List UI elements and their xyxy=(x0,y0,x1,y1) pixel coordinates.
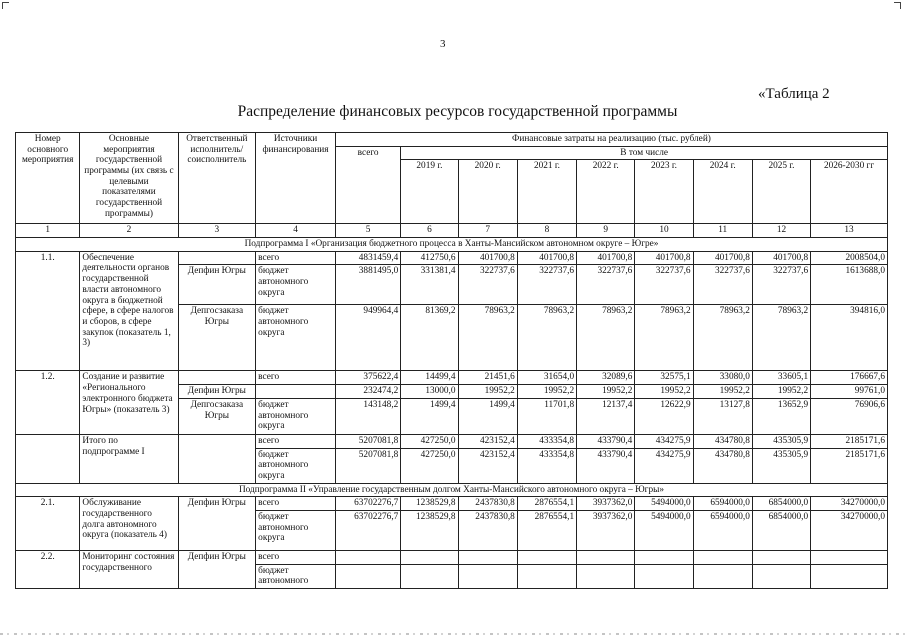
value-cell: 232474,2 xyxy=(335,385,400,399)
column-number: 6 xyxy=(401,224,458,238)
activity-name: Обеспечение деятельности органов государственной власти автономного округа в бюджетной сфере, в сфере налогов и сборов, в сфере закупок (показатель 1, 3) xyxy=(80,251,178,371)
column-number: 10 xyxy=(635,224,693,238)
value-cell: 63702276,7 xyxy=(335,497,400,511)
executor-cell xyxy=(178,251,256,265)
value-cell: 78963,2 xyxy=(458,305,517,371)
executor-cell: Депфин Югры xyxy=(178,497,256,551)
scan-edge xyxy=(0,633,905,635)
value-cell: 6594000,0 xyxy=(693,510,752,550)
value-cell: 1238529,8 xyxy=(401,510,458,550)
executor-cell: Депфин Югры xyxy=(178,265,256,305)
column-number: 9 xyxy=(577,224,635,238)
value-cell xyxy=(635,564,693,588)
value-cell: 14499,4 xyxy=(401,371,458,385)
page-number: 3 xyxy=(440,38,446,50)
page-corner-mark xyxy=(2,2,9,9)
value-cell: 427250,0 xyxy=(401,434,458,448)
value-cell xyxy=(752,550,810,564)
column-numbers-row xyxy=(16,224,888,238)
value-cell: 401700,8 xyxy=(577,251,635,265)
value-cell: 2185171,6 xyxy=(811,448,888,483)
value-cell xyxy=(635,550,693,564)
header-activities: Основные мероприятия государственной программы (их связь с целевыми показателями государственной программы) xyxy=(80,133,178,224)
value-cell xyxy=(517,550,576,564)
value-cell: 3937362,0 xyxy=(577,497,635,511)
value-cell: 12622,9 xyxy=(635,398,693,434)
header-year: 2023 г. xyxy=(635,160,693,224)
total-label: Итого по подпрограмме I xyxy=(80,434,178,483)
value-cell: 32089,6 xyxy=(577,371,635,385)
header-year: 2020 г. xyxy=(458,160,517,224)
value-cell: 4831459,4 xyxy=(335,251,400,265)
value-cell: 435305,9 xyxy=(752,448,810,483)
column-number: 1 xyxy=(16,224,80,238)
activity-number: 2.1. xyxy=(16,497,80,551)
value-cell: 322737,6 xyxy=(517,265,576,305)
value-cell: 6854000,0 xyxy=(752,510,810,550)
table-row xyxy=(16,371,888,385)
column-number: 8 xyxy=(517,224,576,238)
value-cell: 34270000,0 xyxy=(811,510,888,550)
subprogram-title: Подпрограмма I «Организация бюджетного процесса в Ханты-Мансийском автономном округе – Югре» xyxy=(16,238,888,252)
value-cell: 1238529,8 xyxy=(401,497,458,511)
value-cell: 11701,8 xyxy=(517,398,576,434)
value-cell: 401700,8 xyxy=(752,251,810,265)
value-cell xyxy=(517,564,576,588)
value-cell: 33080,0 xyxy=(693,371,752,385)
value-cell xyxy=(577,564,635,588)
value-cell: 81369,2 xyxy=(401,305,458,371)
value-cell: 19952,2 xyxy=(517,385,576,399)
table-row xyxy=(16,434,888,448)
source-cell: бюджет автономного округа xyxy=(256,398,336,434)
value-cell: 6594000,0 xyxy=(693,497,752,511)
value-cell: 322737,6 xyxy=(752,265,810,305)
empty-cell xyxy=(16,434,80,483)
header-year: 2025 г. xyxy=(752,160,810,224)
executor-cell xyxy=(178,371,256,385)
value-cell: 1499,4 xyxy=(458,398,517,434)
value-cell: 2437830,8 xyxy=(458,510,517,550)
value-cell xyxy=(458,550,517,564)
value-cell: 13127,8 xyxy=(693,398,752,434)
value-cell: 434275,9 xyxy=(635,448,693,483)
value-cell: 3881495,0 xyxy=(335,265,400,305)
value-cell: 3937362,0 xyxy=(577,510,635,550)
source-cell: всего xyxy=(256,497,336,511)
table-row xyxy=(16,251,888,265)
source-cell: бюджет автономного округа xyxy=(256,448,336,483)
header-financial: Финансовые затраты на реализацию (тыс. рублей) xyxy=(335,133,887,147)
table-label: «Таблица 2 xyxy=(758,86,830,102)
value-cell: 6854000,0 xyxy=(752,497,810,511)
executor-cell: Депфин Югры xyxy=(178,550,256,588)
value-cell: 401700,8 xyxy=(693,251,752,265)
value-cell xyxy=(335,550,400,564)
column-number: 11 xyxy=(693,224,752,238)
header-year: 2021 г. xyxy=(517,160,576,224)
value-cell: 331381,4 xyxy=(401,265,458,305)
value-cell: 76906,6 xyxy=(811,398,888,434)
activity-name: Мониторинг состояния государственного xyxy=(80,550,178,588)
subprogram-row xyxy=(16,483,888,497)
financial-table xyxy=(15,132,888,589)
value-cell xyxy=(811,564,888,588)
header-including: В том числе xyxy=(401,146,888,160)
table-row xyxy=(16,550,888,564)
value-cell: 434780,8 xyxy=(693,448,752,483)
column-number: 3 xyxy=(178,224,256,238)
subprogram-row xyxy=(16,238,888,252)
value-cell: 949964,4 xyxy=(335,305,400,371)
value-cell: 2008504,0 xyxy=(811,251,888,265)
value-cell: 32575,1 xyxy=(635,371,693,385)
column-number: 7 xyxy=(458,224,517,238)
value-cell xyxy=(335,564,400,588)
value-cell xyxy=(401,564,458,588)
activity-name: Обслуживание государственного долга автономного округа (показатель 4) xyxy=(80,497,178,551)
value-cell: 435305,9 xyxy=(752,434,810,448)
value-cell: 13000,0 xyxy=(401,385,458,399)
activity-name: Создание и развитие «Регионального электронного бюджета Югры» (показатель 3) xyxy=(80,371,178,434)
subprogram-title: Подпрограмма II «Управление государственным долгом Ханты-Мансийского автономного округа – Югры» xyxy=(16,483,888,497)
value-cell: 99761,0 xyxy=(811,385,888,399)
value-cell: 19952,2 xyxy=(752,385,810,399)
value-cell xyxy=(577,550,635,564)
activity-number: 2.2. xyxy=(16,550,80,588)
value-cell: 19952,2 xyxy=(635,385,693,399)
column-number: 5 xyxy=(335,224,400,238)
value-cell: 1499,4 xyxy=(401,398,458,434)
header-year: 2024 г. xyxy=(693,160,752,224)
value-cell: 78963,2 xyxy=(635,305,693,371)
value-cell: 433354,8 xyxy=(517,434,576,448)
value-cell: 1613688,0 xyxy=(811,265,888,305)
value-cell xyxy=(401,550,458,564)
value-cell: 401700,8 xyxy=(517,251,576,265)
value-cell: 13652,9 xyxy=(752,398,810,434)
value-cell: 176667,6 xyxy=(811,371,888,385)
empty-cell xyxy=(178,434,256,483)
source-cell: бюджет автономного округа xyxy=(256,305,336,371)
value-cell: 322737,6 xyxy=(458,265,517,305)
value-cell: 401700,8 xyxy=(635,251,693,265)
executor-cell: Депфин Югры xyxy=(178,385,256,399)
value-cell: 2437830,8 xyxy=(458,497,517,511)
executor-cell: Депгосзаказа Югры xyxy=(178,398,256,434)
value-cell: 19952,2 xyxy=(577,385,635,399)
value-cell: 78963,2 xyxy=(577,305,635,371)
page-corner-mark xyxy=(894,2,901,9)
value-cell xyxy=(811,550,888,564)
value-cell: 434275,9 xyxy=(635,434,693,448)
header-row xyxy=(16,133,888,147)
value-cell: 322737,6 xyxy=(577,265,635,305)
value-cell: 19952,2 xyxy=(458,385,517,399)
value-cell: 2185171,6 xyxy=(811,434,888,448)
value-cell: 433790,4 xyxy=(577,448,635,483)
activity-number: 1.2. xyxy=(16,371,80,434)
activity-number: 1.1. xyxy=(16,251,80,371)
header-sources: Источники финансирования xyxy=(256,133,336,224)
value-cell: 63702276,7 xyxy=(335,510,400,550)
value-cell: 423152,4 xyxy=(458,434,517,448)
value-cell: 401700,8 xyxy=(458,251,517,265)
header-total: всего xyxy=(335,146,400,224)
document-title: Распределение финансовых ресурсов государственной программы xyxy=(237,103,678,120)
value-cell xyxy=(458,564,517,588)
source-cell: всего xyxy=(256,251,336,265)
value-cell: 375622,4 xyxy=(335,371,400,385)
header-year: 2019 г. xyxy=(401,160,458,224)
value-cell: 78963,2 xyxy=(517,305,576,371)
value-cell: 78963,2 xyxy=(693,305,752,371)
source-cell: всего xyxy=(256,434,336,448)
value-cell: 2876554,1 xyxy=(517,510,576,550)
source-cell xyxy=(256,385,336,399)
value-cell: 19952,2 xyxy=(693,385,752,399)
executor-cell: Депгосзаказа Югры xyxy=(178,305,256,371)
value-cell: 434780,8 xyxy=(693,434,752,448)
value-cell: 78963,2 xyxy=(752,305,810,371)
header-year: 2022 г. xyxy=(577,160,635,224)
value-cell: 34270000,0 xyxy=(811,497,888,511)
source-cell: всего xyxy=(256,550,336,564)
column-number: 2 xyxy=(80,224,178,238)
value-cell: 433790,4 xyxy=(577,434,635,448)
value-cell: 33605,1 xyxy=(752,371,810,385)
value-cell: 5494000,0 xyxy=(635,510,693,550)
value-cell: 5494000,0 xyxy=(635,497,693,511)
value-cell: 143148,2 xyxy=(335,398,400,434)
value-cell: 2876554,1 xyxy=(517,497,576,511)
value-cell xyxy=(693,564,752,588)
source-cell: бюджет автономного округа xyxy=(256,510,336,550)
value-cell: 12137,4 xyxy=(577,398,635,434)
value-cell: 427250,0 xyxy=(401,448,458,483)
header-num: Номер основного мероприятия xyxy=(16,133,80,224)
value-cell: 412750,6 xyxy=(401,251,458,265)
value-cell: 21451,6 xyxy=(458,371,517,385)
value-cell: 423152,4 xyxy=(458,448,517,483)
header-year: 2026-2030 гг xyxy=(811,160,888,224)
value-cell: 394816,0 xyxy=(811,305,888,371)
header-executor: Ответственный исполнитель/ соисполнитель xyxy=(178,133,256,224)
column-number: 4 xyxy=(256,224,336,238)
value-cell: 31654,0 xyxy=(517,371,576,385)
column-number: 12 xyxy=(752,224,810,238)
value-cell: 5207081,8 xyxy=(335,448,400,483)
value-cell: 322737,6 xyxy=(693,265,752,305)
source-cell: бюджет автономного xyxy=(256,564,336,588)
value-cell xyxy=(752,564,810,588)
value-cell xyxy=(693,550,752,564)
table-row xyxy=(16,497,888,511)
source-cell: всего xyxy=(256,371,336,385)
value-cell: 322737,6 xyxy=(635,265,693,305)
column-number: 13 xyxy=(811,224,888,238)
source-cell: бюджет автономного округа xyxy=(256,265,336,305)
value-cell: 5207081,8 xyxy=(335,434,400,448)
value-cell: 433354,8 xyxy=(517,448,576,483)
